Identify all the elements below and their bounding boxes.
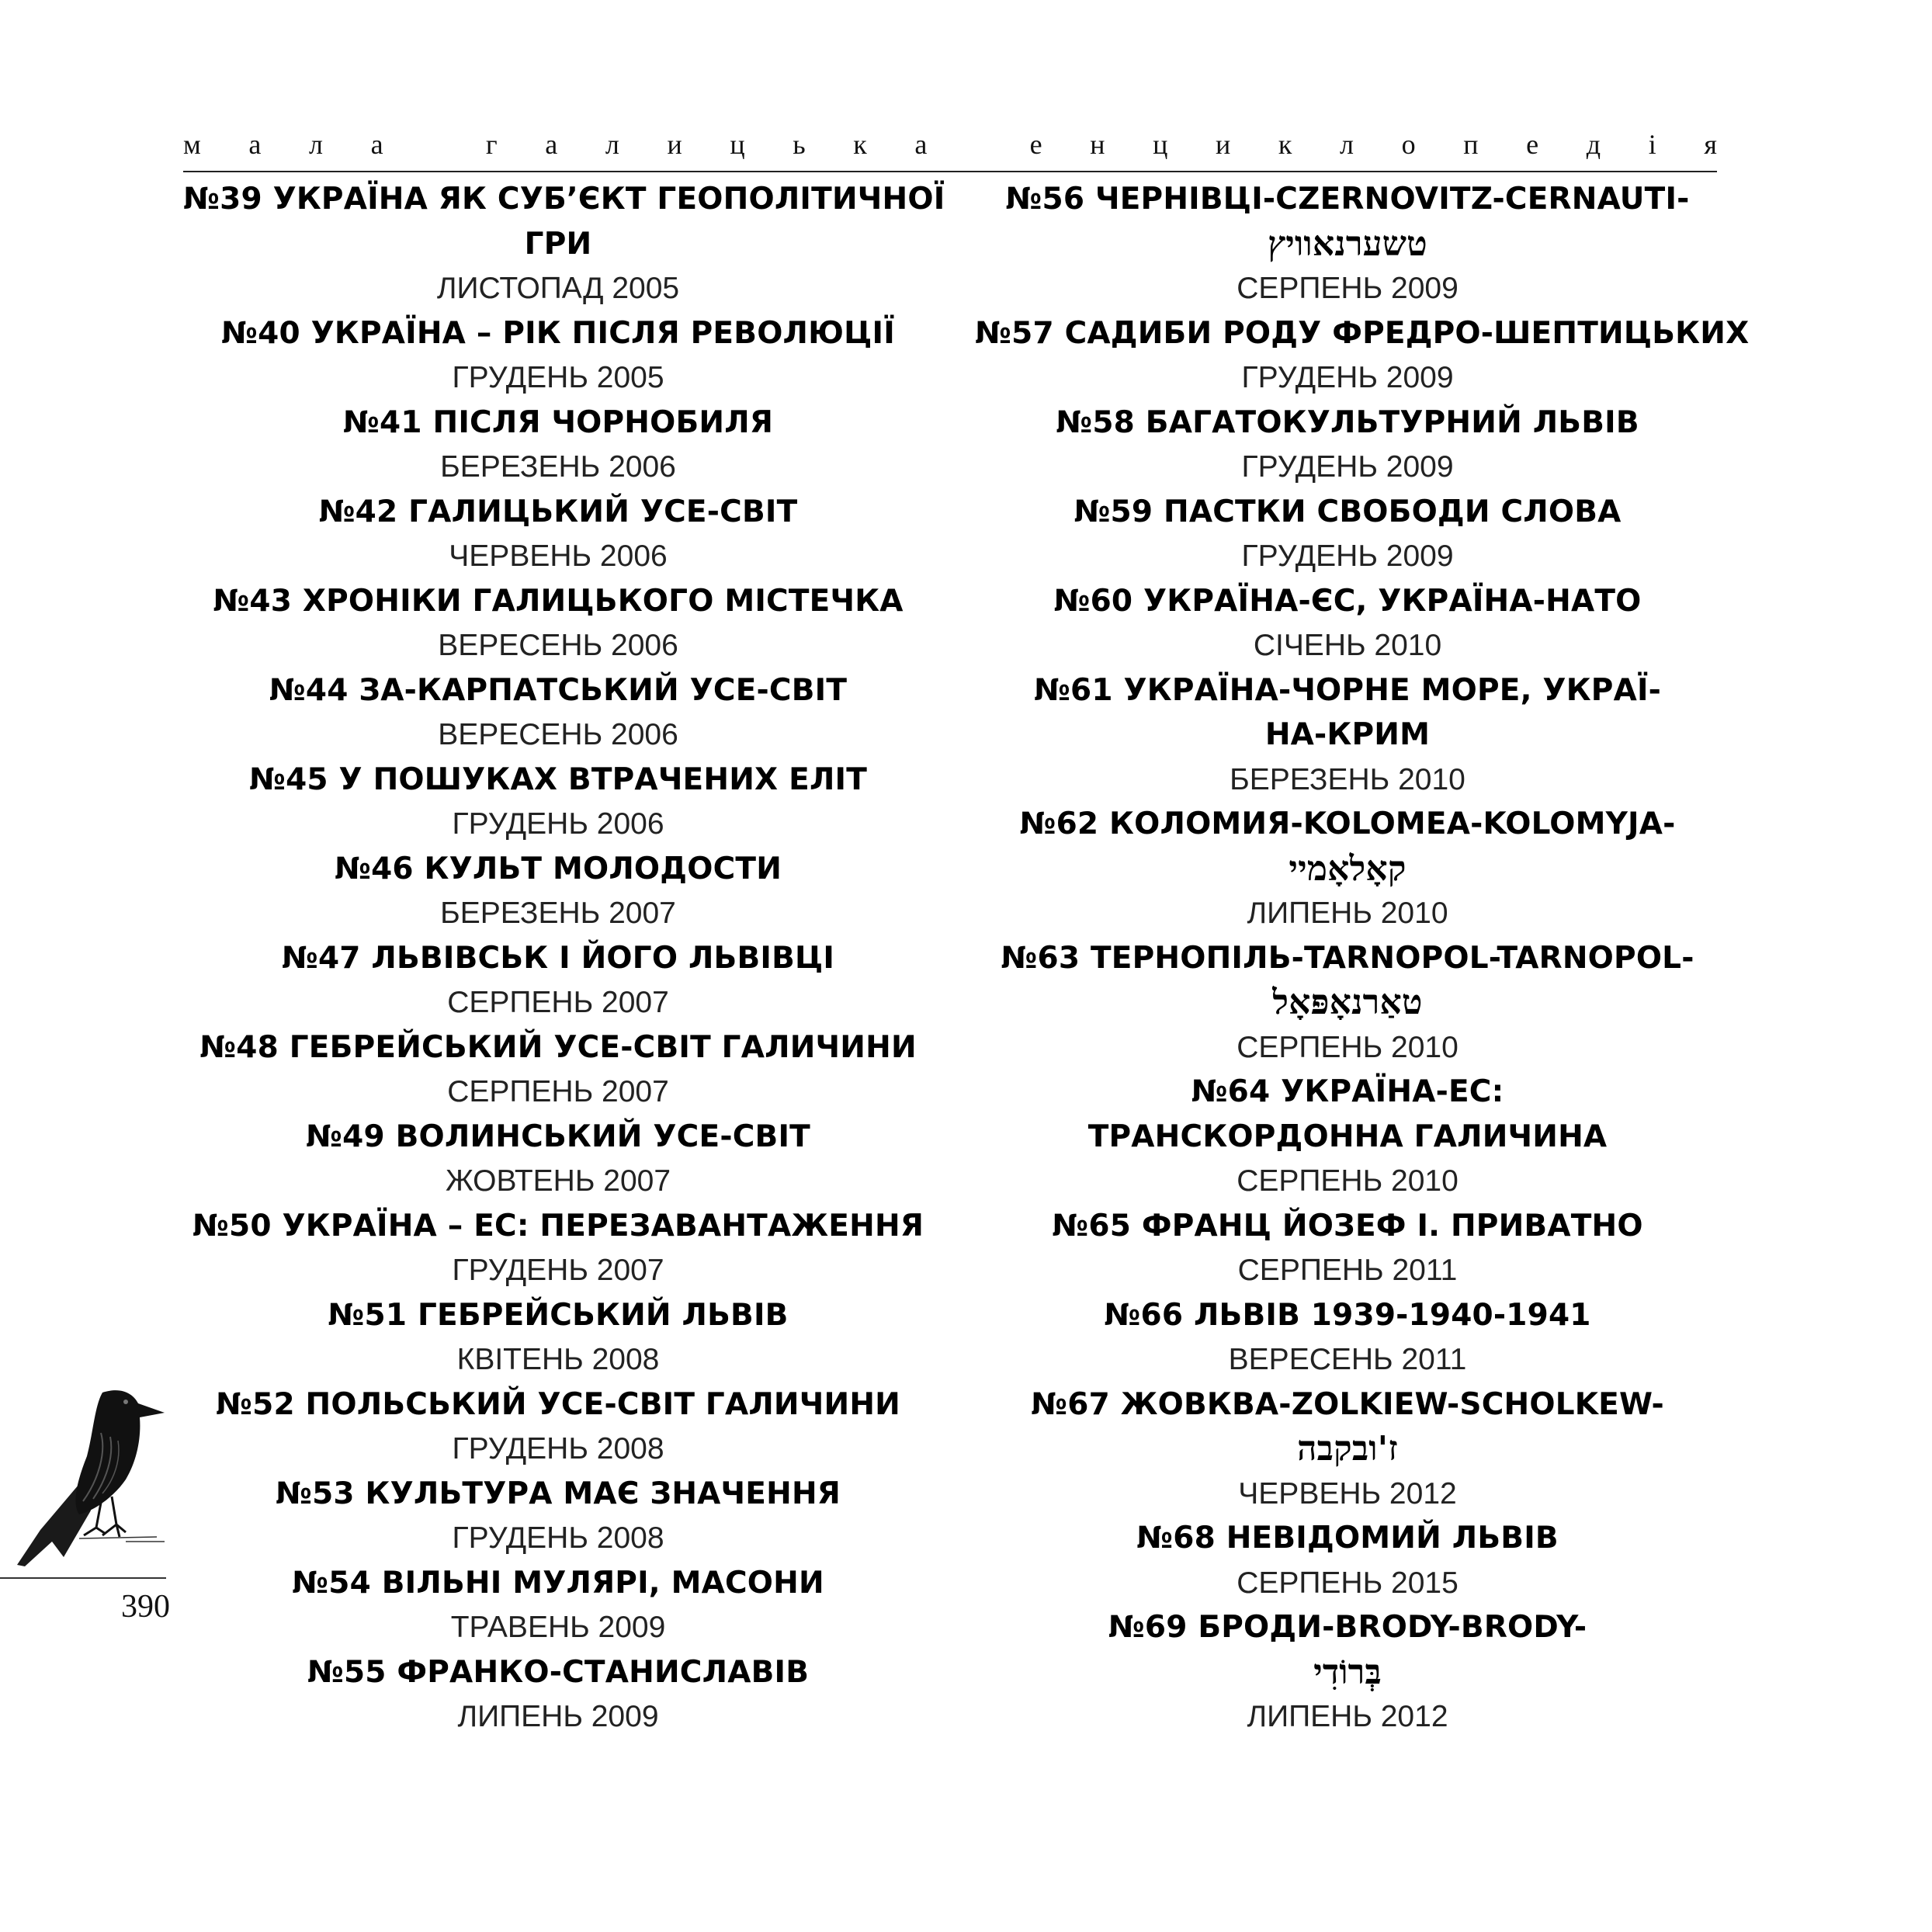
- issue-date: КВІТЕНЬ 2008: [456, 1343, 660, 1376]
- issue-title-line: №54 ВІЛЬНІ МУЛЯРІ, МАСОНИ: [292, 1565, 824, 1601]
- issue-date: СЕРПЕНЬ 2011: [1237, 1254, 1458, 1287]
- issue-entry: [975, 579, 1720, 668]
- issue-title: [975, 802, 1720, 891]
- issue-entry: [975, 311, 1750, 401]
- issue-entry: [975, 401, 1720, 490]
- issue-title-line: №59 ПАСТКИ СВОБОДИ СЛОВА: [1074, 494, 1622, 529]
- issue-date: СІЧЕНЬ 2010: [1253, 629, 1442, 662]
- issue-title-line: טאַרנאָפּאָל: [1272, 983, 1423, 1022]
- running-head-letter: а: [545, 129, 558, 160]
- issue-title: [183, 1561, 933, 1606]
- issue-entry: [183, 311, 933, 401]
- issue-date: ЛИСТОПАД 2005: [436, 272, 680, 305]
- right-column: [975, 177, 1750, 1739]
- issue-title: [183, 1204, 933, 1249]
- issue-title-line: №50 УКРАЇНА – ЕС: ПЕРЕЗАВАНТАЖЕННЯ: [192, 1208, 924, 1243]
- issue-title: [183, 758, 933, 803]
- issue-entry: [183, 1472, 933, 1561]
- issue-title: [183, 936, 933, 981]
- issue-entry: [183, 1650, 933, 1739]
- running-head-letter: е: [1526, 129, 1539, 160]
- issue-entry: [183, 1561, 933, 1650]
- running-head-letter: ь: [793, 129, 806, 160]
- issue-title-line: №66 ЛЬВІВ 1939-1940-1941: [1104, 1297, 1591, 1333]
- issue-date: ГРУДЕНЬ 2007: [452, 1254, 664, 1287]
- issue-title: [183, 1293, 933, 1338]
- issue-entry: [183, 1293, 933, 1382]
- running-head-letter: и: [667, 129, 682, 160]
- issue-title-line: №39 УКРАЇНА ЯК СУБ’ЄКТ ГЕОПОЛІТИЧНОЇ: [183, 182, 945, 217]
- issue-title-line: №46 КУЛЬТ МОЛОДОСТИ: [334, 851, 782, 886]
- issue-title-line: НА-КРИМ: [1264, 717, 1431, 752]
- issue-title-line: №63 ТЕРНОПІЛЬ-TARNOPOL-TARNOPOL-: [1001, 940, 1694, 976]
- issue-title: [975, 1605, 1720, 1694]
- issue-title: [975, 579, 1720, 624]
- issue-title-line: בְּרוֹדִי: [1313, 1652, 1382, 1692]
- page-number: 390: [121, 1589, 170, 1625]
- crow-illustration: [9, 1363, 196, 1588]
- running-head-letter: н: [1090, 129, 1105, 160]
- issue-date: ЛИПЕНЬ 2010: [1247, 897, 1448, 930]
- running-head-letter: і: [1648, 129, 1656, 160]
- running-head-letter: и: [1216, 129, 1231, 160]
- issue-title-line: №51 ГЕБРЕЙСЬКИЙ ЛЬВІВ: [328, 1297, 789, 1333]
- issue-entry: [975, 668, 1720, 803]
- running-head-letter: ц: [1153, 129, 1168, 160]
- issue-title-line: №44 ЗА-КАРПАТСЬКИЙ УСЕ-СВІТ: [269, 672, 848, 708]
- issue-title-line: №67 ЖОВКВА-ZOLKIEW-SCHOLKEW-: [1031, 1386, 1664, 1422]
- issue-title-line: №60 УКРАЇНА-ЄС, УКРАЇНА-НАТО: [1053, 583, 1642, 619]
- issue-date: ГРУДЕНЬ 2008: [452, 1432, 664, 1465]
- issue-entry: [183, 1382, 933, 1472]
- issue-title: [975, 311, 1750, 356]
- issue-entry: [183, 177, 945, 311]
- issue-title: [183, 668, 933, 713]
- issue-entry: [183, 936, 933, 1025]
- issue-title-line: №64 УКРАЇНА-ЕС:: [1191, 1074, 1504, 1109]
- issue-date: ЧЕРВЕНЬ 2012: [1238, 1476, 1457, 1511]
- issue-entry: [975, 1382, 1720, 1517]
- issue-title: [183, 311, 933, 356]
- issue-entry: [183, 847, 933, 936]
- issue-title-line: ГРИ: [524, 226, 592, 262]
- issue-title-line: №49 ВОЛИНСЬКИЙ УСЕ-СВІТ: [306, 1119, 810, 1154]
- issue-title-line: טשערנאוויץ: [1268, 224, 1427, 264]
- issue-title-line: №58 БАГАТОКУЛЬТУРНИЙ ЛЬВІВ: [1056, 404, 1639, 440]
- running-head-letter: ц: [730, 129, 745, 160]
- running-head-letter: л: [309, 129, 323, 160]
- issue-date: ВЕРЕСЕНЬ 2006: [438, 629, 678, 662]
- issue-date: СЕРПЕНЬ 2007: [447, 1075, 669, 1108]
- issue-title: [183, 401, 933, 446]
- issue-title: [975, 1070, 1720, 1159]
- issue-title: [183, 1115, 933, 1160]
- issue-date: СЕРПЕНЬ 2010: [1237, 1164, 1459, 1198]
- issue-title: [183, 1025, 933, 1070]
- issue-entry: [975, 936, 1720, 1070]
- issue-entry: [183, 401, 933, 490]
- issue-title-line: №61 УКРАЇНА-ЧОРНЕ МОРЕ, УКРАЇ-: [1033, 672, 1662, 708]
- issue-title-line: №65 ФРАНЦ ЙОЗЕФ І. ПРИВАТНО: [1052, 1208, 1643, 1243]
- issue-date: ГРУДЕНЬ 2005: [452, 361, 664, 394]
- running-head-letter: я: [1704, 129, 1717, 160]
- issue-title-line: №68 НЕВІДОМИЙ ЛЬВІВ: [1136, 1521, 1559, 1556]
- issue-title: [975, 177, 1720, 266]
- issue-title: [183, 847, 933, 892]
- issue-date: СЕРПЕНЬ 2009: [1237, 272, 1459, 305]
- running-head-letter: м: [183, 129, 201, 160]
- issue-entry: [975, 1070, 1720, 1204]
- running-head-letter: л: [605, 129, 619, 160]
- issue-title-line: №45 У ПОШУКАХ ВТРАЧЕНИХ ЕЛІТ: [248, 761, 868, 797]
- issue-entry: [975, 1605, 1720, 1739]
- issue-date: СЕРПЕНЬ 2007: [447, 986, 669, 1019]
- issue-title-line: №57 САДИБИ РОДУ ФРЕДРО-ШЕПТИЦЬКИХ: [975, 315, 1750, 351]
- issue-title-line: №69 БРОДИ-BRODY-BRODY-: [1108, 1610, 1587, 1645]
- issue-entry: [975, 1516, 1720, 1605]
- issue-title-line: №47 ЛЬВІВСЬК І ЙОГО ЛЬВІВЦІ: [281, 940, 835, 976]
- issue-date: ГРУДЕНЬ 2008: [452, 1521, 664, 1555]
- issue-entry: [183, 668, 933, 758]
- issue-title-line: №53 КУЛЬТУРА МАЄ ЗНАЧЕННЯ: [275, 1476, 841, 1511]
- issue-date: ЖОВТЕНЬ 2007: [445, 1164, 671, 1198]
- issue-date: ГРУДЕНЬ 2009: [1241, 450, 1454, 484]
- issue-entry: [183, 1204, 933, 1293]
- issue-title: [183, 1382, 933, 1427]
- issue-title-line: №62 КОЛОМИЯ-KOLOMEA-KOLOMYJA-: [1019, 806, 1676, 841]
- issue-title-line: קאָלאָמיי: [1289, 848, 1407, 889]
- issue-title: [975, 1516, 1720, 1561]
- issue-entry: [183, 579, 933, 668]
- issue-date: ГРУДЕНЬ 2009: [1241, 539, 1454, 573]
- running-head-letter: [431, 130, 438, 158]
- issue-title: [183, 490, 933, 535]
- issue-title-line: №55 ФРАНКО-СТАНИСЛАВІВ: [307, 1654, 810, 1690]
- issue-date: ВЕРЕСЕНЬ 2011: [1228, 1343, 1467, 1376]
- running-head-letter: г: [485, 129, 498, 160]
- issue-entry: [975, 490, 1720, 579]
- issue-title: [975, 1382, 1720, 1472]
- issue-title-line: №41 ПІСЛЯ ЧОРНОБИЛЯ: [342, 404, 774, 440]
- issue-entry: [975, 1293, 1720, 1382]
- left-column: [183, 177, 945, 1739]
- issue-date: ГРУДЕНЬ 2009: [1241, 361, 1454, 394]
- issue-title-line: №56 ЧЕРНІВЦІ-CZERNOVITZ-CERNAUTI-: [1005, 182, 1690, 217]
- issue-date: БЕРЕЗЕНЬ 2007: [440, 897, 676, 930]
- running-head-letter: а: [248, 129, 262, 160]
- header-rule: [183, 171, 1717, 172]
- issue-title: [183, 1472, 933, 1517]
- running-head-letter: к: [853, 129, 867, 160]
- issue-date: ГРУДЕНЬ 2006: [452, 807, 664, 841]
- issue-title-line: №42 ГАЛИЦЬКИЙ УСЕ-СВІТ: [318, 494, 798, 529]
- running-head-letter: к: [1278, 129, 1292, 160]
- issue-entry: [975, 1204, 1720, 1293]
- running-head-letter: л: [1340, 129, 1354, 160]
- issue-title: [975, 490, 1720, 535]
- issue-title: [975, 668, 1720, 758]
- issue-date: СЕРПЕНЬ 2010: [1237, 1030, 1459, 1064]
- running-head-letter: д: [1586, 129, 1601, 160]
- issue-title-line: №52 ПОЛЬСЬКИЙ УСЕ-СВІТ ГАЛИЧИНИ: [215, 1386, 901, 1422]
- issue-title: [975, 1293, 1720, 1338]
- issue-title-line: ТРАНСКОРДОННА ГАЛИЧИНА: [1087, 1119, 1608, 1154]
- issue-entry: [183, 1025, 933, 1115]
- issue-title: [183, 1650, 933, 1695]
- running-head-letter: а: [370, 129, 383, 160]
- running-head-letter: [975, 130, 982, 158]
- issue-title-line: ז'ובקבה: [1297, 1429, 1398, 1469]
- issue-title: [183, 177, 945, 266]
- issue-title-line: №48 ГЕБРЕЙСЬКИЙ УСЕ-СВІТ ГАЛИЧИНИ: [199, 1029, 917, 1065]
- issue-date: ЛИПЕНЬ 2012: [1247, 1700, 1448, 1733]
- running-head: [183, 130, 1717, 158]
- issue-title: [975, 936, 1720, 1025]
- issue-entry: [183, 1115, 933, 1204]
- issue-title: [975, 401, 1720, 446]
- running-head-letter: е: [1029, 129, 1042, 160]
- running-head-letter: о: [1401, 129, 1416, 160]
- running-head-letter: а: [914, 129, 928, 160]
- issue-date: ЧЕРВЕНЬ 2006: [449, 539, 668, 573]
- issue-entry: [975, 177, 1720, 311]
- issue-entry: [183, 490, 933, 579]
- page-number-rule: [0, 1577, 166, 1579]
- issue-date: ТРАВЕНЬ 2009: [450, 1611, 666, 1644]
- issue-date: ВЕРЕСЕНЬ 2006: [438, 718, 678, 751]
- running-head-letter: п: [1463, 129, 1479, 160]
- issue-title: [183, 579, 933, 624]
- issue-title: [975, 1204, 1720, 1249]
- issue-date: БЕРЕЗЕНЬ 2010: [1230, 762, 1465, 796]
- issue-date: СЕРПЕНЬ 2015: [1237, 1566, 1459, 1600]
- issue-entry: [183, 758, 933, 847]
- issue-date: ЛИПЕНЬ 2009: [457, 1700, 659, 1733]
- issue-date: БЕРЕЗЕНЬ 2006: [440, 450, 676, 484]
- issue-title-line: №43 ХРОНІКИ ГАЛИЦЬКОГО МІСТЕЧКА: [213, 583, 904, 619]
- issue-entry: [975, 802, 1720, 936]
- issue-title-line: №40 УКРАЇНА – РІК ПІСЛЯ РЕВОЛЮЦІЇ: [221, 315, 895, 351]
